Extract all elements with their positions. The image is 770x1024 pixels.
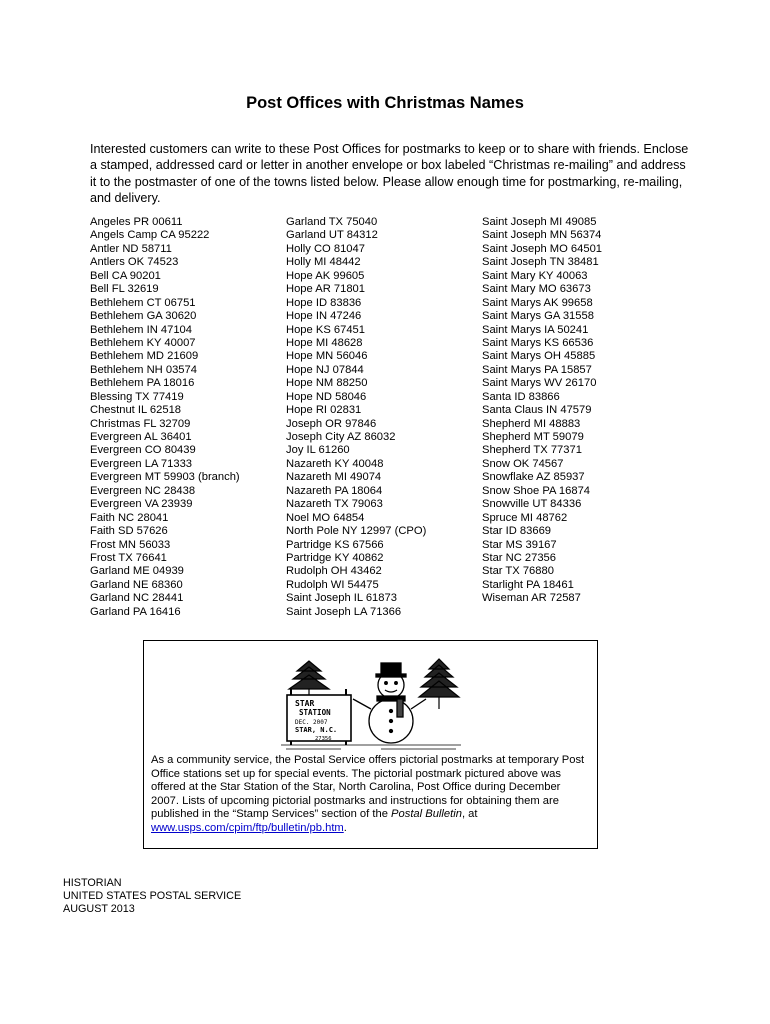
post-office-entry: Hope MI 48628 [286, 336, 363, 349]
post-office-entry: Hope KS 67451 [286, 323, 365, 336]
post-office-entry: Evergreen VA 23939 [90, 498, 193, 511]
post-office-entry: Evergreen AL 36401 [90, 431, 192, 443]
snowman-icon [353, 663, 426, 743]
post-office-entry: Bethlehem PA 18016 [90, 377, 195, 390]
post-office-entry: Bethlehem MD 21609 [90, 350, 199, 363]
post-office-entry: Snowflake AZ 85937 [482, 471, 585, 484]
post-office-entry: Wiseman AR 72587 [482, 592, 581, 605]
post-office-entry: Hope RI 02831 [286, 404, 362, 417]
post-office-entry: Shepherd MI 48883 [482, 417, 581, 430]
sign-line-2: STATION [299, 708, 331, 717]
post-office-entry: Garland PA 16416 [90, 605, 181, 618]
post-office-entry: Saint Mary MO 63673 [482, 283, 591, 296]
post-office-entry: Saint Joseph LA 71366 [286, 605, 402, 618]
post-office-entry: Starlight PA 18461 [482, 578, 574, 591]
post-office-entry: Partridge KS 67566 [286, 538, 384, 551]
footer-line-2: UNITED STATES POSTAL SERVICE [63, 890, 242, 902]
post-office-column-2 [286, 216, 426, 619]
sign-line-5: 27356 [315, 736, 332, 742]
pictorial-postmark-box [143, 640, 598, 849]
post-office-entry: Angels Camp CA 95222 [90, 229, 210, 242]
post-office-entry: Saint Joseph MI 49085 [482, 216, 597, 228]
post-office-entry: Saint Marys OH 45885 [482, 350, 596, 363]
post-office-entry: Christmas FL 32709 [90, 417, 191, 430]
footer-line-1: HISTORIAN [63, 877, 122, 889]
pictorial-postmark-description [151, 754, 591, 835]
post-office-entry: Star NC 27356 [482, 551, 557, 564]
post-office-entry: Nazareth MI 49074 [286, 471, 382, 484]
post-office-entry: Blessing TX 77419 [90, 390, 184, 403]
post-office-entry: Evergreen CO 80439 [90, 444, 196, 457]
post-office-entry: Saint Joseph TN 38481 [482, 256, 599, 269]
post-office-entry: Bethlehem IN 47104 [90, 323, 192, 336]
post-office-entry: Spruce MI 48762 [482, 511, 568, 524]
post-office-entry: North Pole NY 12997 (CPO) [286, 525, 427, 538]
post-office-entry: Chestnut IL 62518 [90, 404, 182, 417]
post-office-entry: Hope AK 99605 [286, 269, 365, 282]
post-office-entry: Hope AR 71801 [286, 283, 365, 296]
post-office-entry: Holly CO 81047 [286, 242, 365, 255]
post-office-entry: Bell CA 90201 [90, 269, 161, 282]
post-office-entry: Garland NC 28441 [90, 592, 184, 605]
post-office-entry: Nazareth KY 40048 [286, 457, 384, 470]
post-office-entry: Shepherd TX 77371 [482, 444, 582, 457]
post-office-entry: Joseph OR 97846 [286, 417, 377, 430]
post-office-entry: Faith SD 57626 [90, 525, 168, 538]
post-office-entry: Hope IN 47246 [286, 310, 362, 323]
sign-line-4: STAR, N.C. [295, 726, 338, 734]
post-office-entry: Saint Marys GA 31558 [482, 310, 594, 323]
pine-tree-right-icon [419, 659, 459, 709]
description-end: . [343, 821, 347, 834]
post-office-entry: Garland NE 68360 [90, 578, 183, 591]
post-office-entry: Saint Marys PA 15857 [482, 363, 592, 376]
sign-line-1: STAR [295, 699, 315, 708]
post-office-entry: Santa ID 83866 [482, 390, 560, 403]
post-office-entry: Rudolph WI 54475 [286, 578, 379, 591]
post-office-entry: Antlers OK 74523 [90, 256, 179, 269]
footer [63, 877, 241, 916]
post-office-entry: Garland ME 04939 [90, 565, 184, 578]
post-office-entry: Frost MN 56033 [90, 538, 171, 551]
description-text-2: , at [461, 808, 478, 820]
post-office-entry: Faith NC 28041 [90, 511, 169, 524]
post-office-entry: Snow OK 74567 [482, 457, 564, 470]
post-office-entry: Santa Claus IN 47579 [482, 404, 592, 417]
post-office-entry: Joy IL 61260 [286, 444, 350, 457]
post-office-entry: Shepherd MT 59079 [482, 431, 584, 443]
post-office-entry: Holly MI 48442 [286, 256, 361, 269]
post-office-entry: Bethlehem KY 40007 [90, 336, 196, 349]
post-office-entry: Garland UT 84312 [286, 229, 378, 242]
post-office-entry: Bell FL 32619 [90, 283, 159, 296]
footer-line-3: AUGUST 2013 [63, 903, 135, 915]
post-office-entry: Nazareth TX 79063 [286, 498, 383, 511]
intro-paragraph: Interested customers can write to these Post Offices for postmarks to keep or to share with friends. Enclose a stamped, addressed card or letter in another envelope or box labeled “Christmas re-mailing” and address it to the postmaster of one of the towns listed below. Please allow enough time for postmarking, re-mailing, and delivery. [90, 142, 689, 206]
post-office-entry: Star MS 39167 [482, 538, 557, 551]
post-office-entry: Hope NJ 07844 [286, 363, 364, 376]
post-office-entry: Evergreen NC 28438 [90, 484, 196, 497]
post-office-column-1 [90, 216, 240, 619]
post-office-entry: Evergreen LA 71333 [90, 457, 193, 470]
post-office-entry: Partridge KY 40862 [286, 551, 384, 564]
post-office-entry: Snow Shoe PA 16874 [482, 484, 591, 497]
post-office-entry: Noel MO 64854 [286, 511, 365, 524]
post-office-entry: Saint Joseph MN 56374 [482, 229, 602, 242]
post-office-entry: Saint Joseph IL 61873 [286, 592, 397, 605]
post-office-entry: Saint Mary KY 40063 [482, 269, 588, 282]
post-office-entry: Nazareth PA 18064 [286, 484, 383, 497]
post-office-entry: Hope NM 88250 [286, 377, 368, 390]
post-office-entry: Evergreen MT 59903 (branch) [90, 471, 240, 484]
post-office-entry: Saint Marys IA 50241 [482, 323, 589, 336]
post-office-entry: Saint Joseph MO 64501 [482, 242, 603, 255]
post-office-entry: Star TX 76880 [482, 565, 554, 578]
postal-bulletin-title: Postal Bulletin [391, 808, 462, 820]
post-office-entry: Bethlehem CT 06751 [90, 296, 196, 309]
post-office-entry: Saint Marys KS 66536 [482, 336, 594, 349]
post-office-entry: Angeles PR 00611 [90, 216, 183, 228]
post-office-entry: Garland TX 75040 [286, 216, 378, 228]
post-office-entry: Joseph City AZ 86032 [286, 431, 396, 443]
post-office-column-3 [482, 216, 602, 606]
postal-bulletin-link[interactable]: www.usps.com/cpim/ftp/bulletin/pb.htm [151, 821, 344, 834]
post-office-entry: Antler ND 58711 [90, 242, 172, 255]
sign-line-3: DEC. 2007 [295, 719, 328, 726]
post-office-entry: Hope ID 83836 [286, 296, 362, 309]
description-text: As a community service, the Postal Service offers pictorial postmarks at temporary Post Office stations set up for special events. The pictorial postmark pictured above was offered at the Star Station of the Star, North Carolina, Post Office during December 2007. Lists of upcoming pictorial postmarks and instructions for obtaining them are published in the “Stamp Services” section of the [151, 754, 585, 820]
pictorial-postmark-image [281, 649, 461, 751]
post-office-entry: Hope MN 56046 [286, 350, 368, 363]
page-title: Post Offices with Christmas Names [246, 94, 524, 112]
post-office-entry: Bethlehem GA 30620 [90, 310, 197, 323]
post-office-entry: Star ID 83669 [482, 525, 552, 538]
post-office-entry: Saint Marys WV 26170 [482, 377, 597, 390]
post-office-entry: Bethlehem NH 03574 [90, 363, 197, 376]
post-office-entry: Hope ND 58046 [286, 390, 367, 403]
post-office-entry: Saint Marys AK 99658 [482, 296, 593, 309]
post-office-entry: Snowville UT 84336 [482, 498, 582, 511]
post-office-entry: Rudolph OH 43462 [286, 565, 382, 578]
post-office-entry: Frost TX 76641 [90, 551, 167, 564]
